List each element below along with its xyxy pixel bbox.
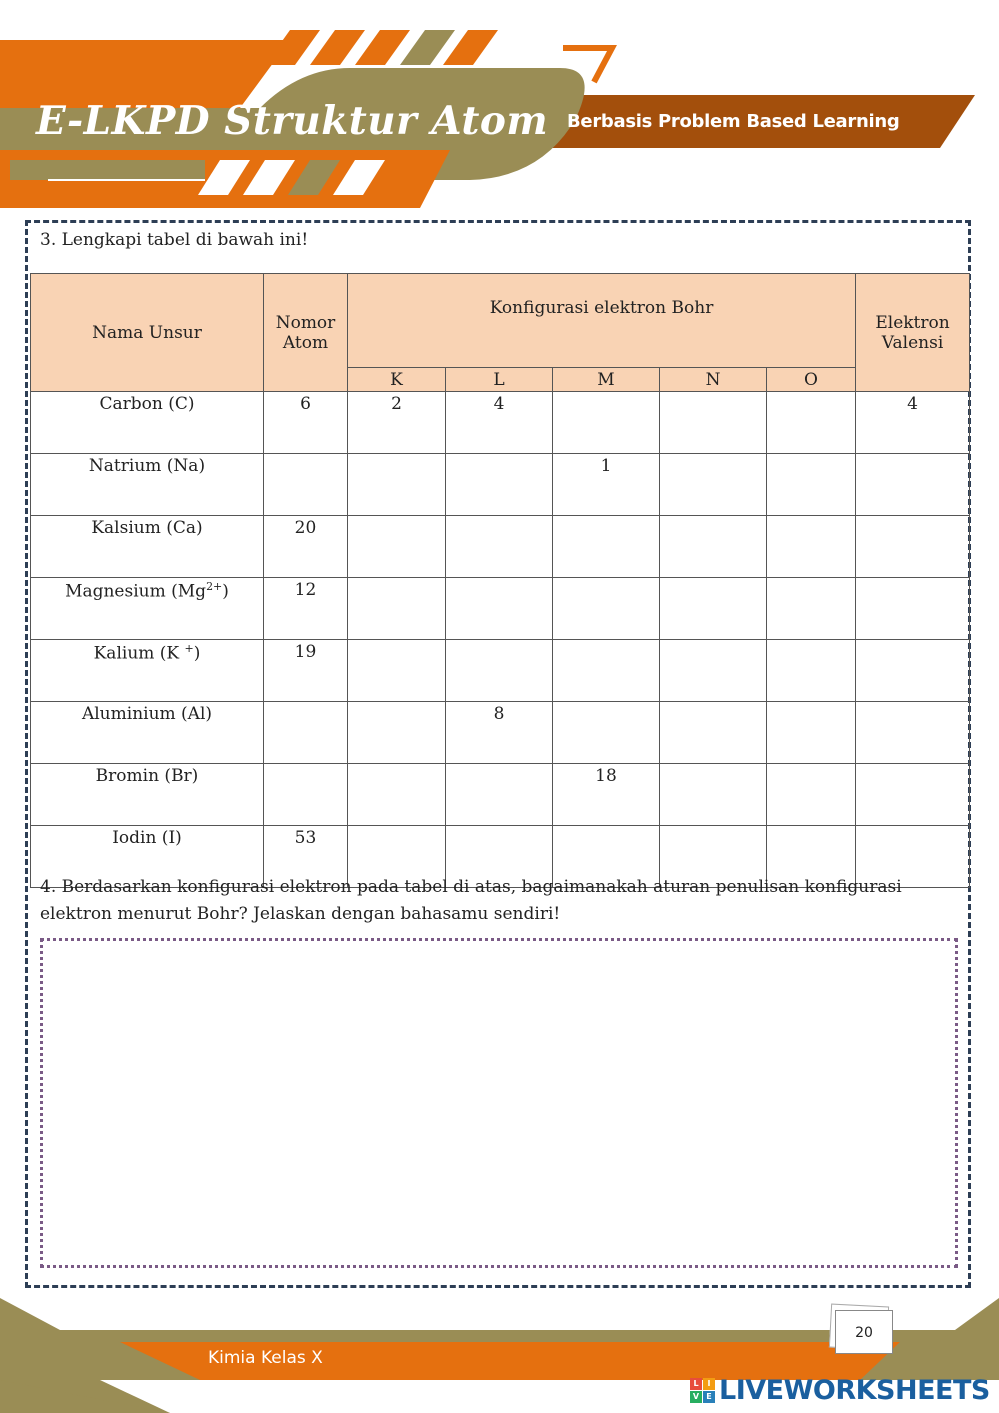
cell-valensi[interactable]: [856, 578, 970, 640]
cell-nomor-atom[interactable]: [264, 702, 348, 764]
electron-configuration-table: [30, 273, 970, 888]
table-row: [31, 640, 970, 702]
table-row: [31, 764, 970, 826]
header-shell-l: L: [446, 368, 553, 392]
element-name: Kalium (K +): [31, 640, 264, 702]
cell-shell-n[interactable]: [660, 454, 767, 516]
header-nama-unsur: Nama Unsur: [31, 274, 264, 392]
cell-shell-k[interactable]: [348, 454, 446, 516]
header-shell-o: O: [767, 368, 856, 392]
cell-nomor-atom[interactable]: [264, 454, 348, 516]
cell-shell-l[interactable]: [446, 454, 553, 516]
table-row: [31, 702, 970, 764]
cell-shell-m[interactable]: [553, 640, 660, 702]
cell-shell-l[interactable]: [446, 578, 553, 640]
cell-shell-n[interactable]: [660, 764, 767, 826]
cell-shell-m[interactable]: 18: [553, 764, 660, 826]
cell-shell-n[interactable]: [660, 516, 767, 578]
document-subtitle: Berbasis Problem Based Learning: [567, 111, 900, 132]
cell-shell-m[interactable]: [553, 392, 660, 454]
element-name: Carbon (C): [31, 392, 264, 454]
question-3-text: 3. Lengkapi tabel di bawah ini!: [40, 230, 309, 250]
cell-shell-m[interactable]: [553, 516, 660, 578]
logo-square-i: I: [703, 1378, 715, 1390]
cell-shell-o[interactable]: [767, 578, 856, 640]
cell-shell-o[interactable]: [767, 392, 856, 454]
cell-valensi[interactable]: [856, 640, 970, 702]
cell-valensi[interactable]: [856, 702, 970, 764]
table-row: [31, 454, 970, 516]
page-number: 20: [835, 1310, 893, 1354]
cell-shell-k[interactable]: [348, 764, 446, 826]
footer-course-label: Kimia Kelas X: [208, 1348, 323, 1368]
header-shell-k: K: [348, 368, 446, 392]
liveworksheets-logo-icon: [690, 1378, 715, 1403]
table-row: [31, 392, 970, 454]
cell-shell-o[interactable]: [767, 640, 856, 702]
cell-shell-l[interactable]: [446, 764, 553, 826]
header-konfigurasi-bohr: Konfigurasi elektron Bohr: [348, 274, 856, 368]
table-row: [31, 516, 970, 578]
element-name: Aluminium (Al): [31, 702, 264, 764]
cell-shell-o[interactable]: [767, 764, 856, 826]
cell-shell-k[interactable]: [348, 640, 446, 702]
cell-nomor-atom[interactable]: 19: [264, 640, 348, 702]
document-title: E-LKPD Struktur Atom: [36, 98, 549, 144]
cell-valensi[interactable]: [856, 516, 970, 578]
logo-square-e: E: [703, 1391, 715, 1403]
element-name: Kalsium (Ca): [31, 516, 264, 578]
cell-shell-k[interactable]: [348, 702, 446, 764]
liveworksheets-brand-text: LIVEWORKSHEETS: [719, 1374, 990, 1406]
cell-nomor-atom[interactable]: 6: [264, 392, 348, 454]
cell-nomor-atom[interactable]: [264, 764, 348, 826]
table-row: [31, 578, 970, 640]
cell-shell-l[interactable]: 8: [446, 702, 553, 764]
cell-shell-l[interactable]: [446, 640, 553, 702]
cell-valensi[interactable]: 4: [856, 392, 970, 454]
cell-shell-k[interactable]: 2: [348, 392, 446, 454]
cell-shell-n[interactable]: [660, 392, 767, 454]
cell-valensi[interactable]: [856, 454, 970, 516]
header-shell-m: M: [553, 368, 660, 392]
cell-shell-o[interactable]: [767, 516, 856, 578]
element-name: Iodin (I): [31, 826, 264, 888]
cell-shell-o[interactable]: [767, 702, 856, 764]
cell-shell-k[interactable]: [348, 578, 446, 640]
liveworksheets-logo[interactable]: [690, 1374, 990, 1406]
header-elektron-valensi: Elektron Valensi: [856, 274, 970, 392]
cell-shell-m[interactable]: 1: [553, 454, 660, 516]
element-name: Magnesium $(Mg^{2+})$: [31, 578, 264, 640]
question-4-text: 4. Berdasarkan konfigurasi elektron pada tabel di atas, bagaimanakah aturan penulisan konfigurasi elektron menurut Bohr? Jelaskan dengan bahasamu sendiri!: [40, 877, 902, 924]
logo-square-v: V: [690, 1391, 702, 1403]
cell-shell-n[interactable]: [660, 702, 767, 764]
cell-shell-n[interactable]: [660, 578, 767, 640]
cell-nomor-atom[interactable]: 20: [264, 516, 348, 578]
cell-shell-k[interactable]: [348, 516, 446, 578]
cell-nomor-atom[interactable]: 12: [264, 578, 348, 640]
cell-nomor-atom[interactable]: 53: [264, 826, 348, 888]
cell-shell-n[interactable]: [660, 640, 767, 702]
answer-textarea[interactable]: [40, 938, 958, 1268]
element-name: Natrium (Na): [31, 454, 264, 516]
element-name: Bromin (Br): [31, 764, 264, 826]
header-nomor-atom: Nomor Atom: [264, 274, 348, 392]
cell-shell-l[interactable]: [446, 516, 553, 578]
header-shell-n: N: [660, 368, 767, 392]
cell-shell-m[interactable]: [553, 578, 660, 640]
cell-shell-o[interactable]: [767, 454, 856, 516]
cell-shell-m[interactable]: [553, 702, 660, 764]
logo-square-l: L: [690, 1378, 702, 1390]
cell-valensi[interactable]: [856, 764, 970, 826]
cell-shell-l[interactable]: 4: [446, 392, 553, 454]
